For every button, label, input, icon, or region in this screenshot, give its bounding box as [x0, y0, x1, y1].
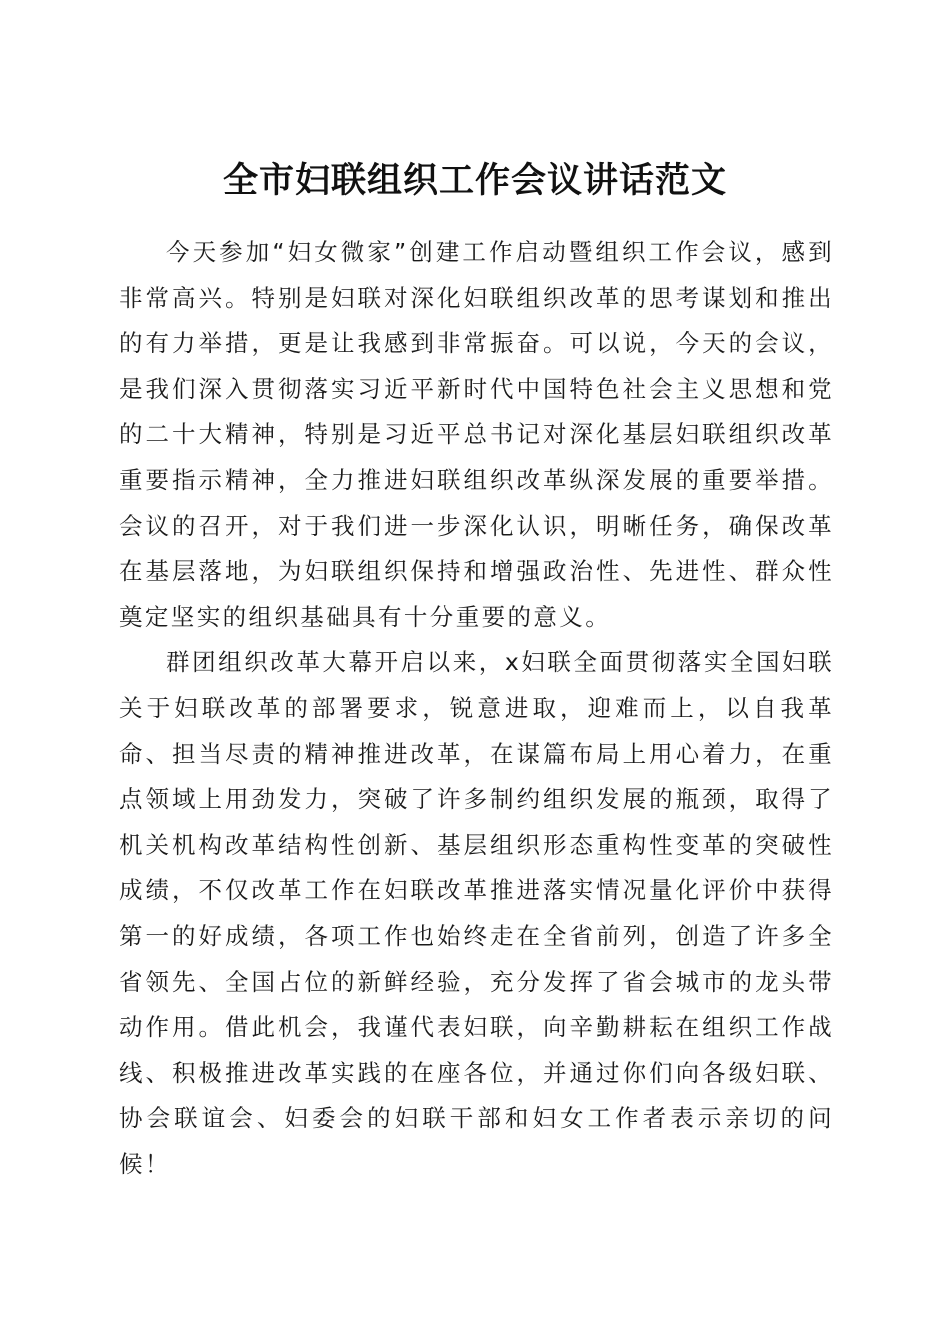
paragraph-1: 今天参加“妇女微家”创建工作启动暨组织工作会议，感到非常高兴。特别是妇联对深化妇联组织改革的思考谋划和推出的有力举措，更是让我感到非常振奋。可以说，今天的会议，是我们深入贯彻落实习近平新时代中国特色社会主义思想和党的二十大精神，特别是习近平总书记对深化基层妇联组织改革重要指示精神，全力推进妇联组织改革纵深发展的重要举措。会议的召开，对于我们进一步深化认识，明晰任务，确保改革在基层落地，为妇联组织保持和增强政治性、先进性、群众性奠定坚实的组织基础具有十分重要的意义。 [119, 238, 834, 631]
paragraph-2: 群团组织改革大幕开启以来，x妇联全面贯彻落实全国妇联关于妇联改革的部署要求，锐意进取，迎难而上，以自我革命、担当尽责的精神推进改革，在谋篇布局上用心着力，在重点领域上用劲发力，突破了许多制约组织发展的瓶颈，取得了机关机构改革结构性创新、基层组织形态重构性变革的突破性成绩，不仅改革工作在妇联改革推进落实情况量化评价中获得第一的好成绩，各项工作也始终走在全省前列，创造了许多全省领先、全国占位的新鲜经验，充分发挥了省会城市的龙头带动作用。借此机会，我谨代表妇联，向辛勤耕耘在组织工作战线、积极推进改革实践的在座各位，并通过你们向各级妇联、协会联谊会、妇委会的妇联干部和妇女工作者表示亲切的问候！ [119, 648, 834, 1178]
document-title: 全市妇联组织工作会议讲话范文 [222, 160, 727, 202]
document-body [119, 230, 834, 1187]
